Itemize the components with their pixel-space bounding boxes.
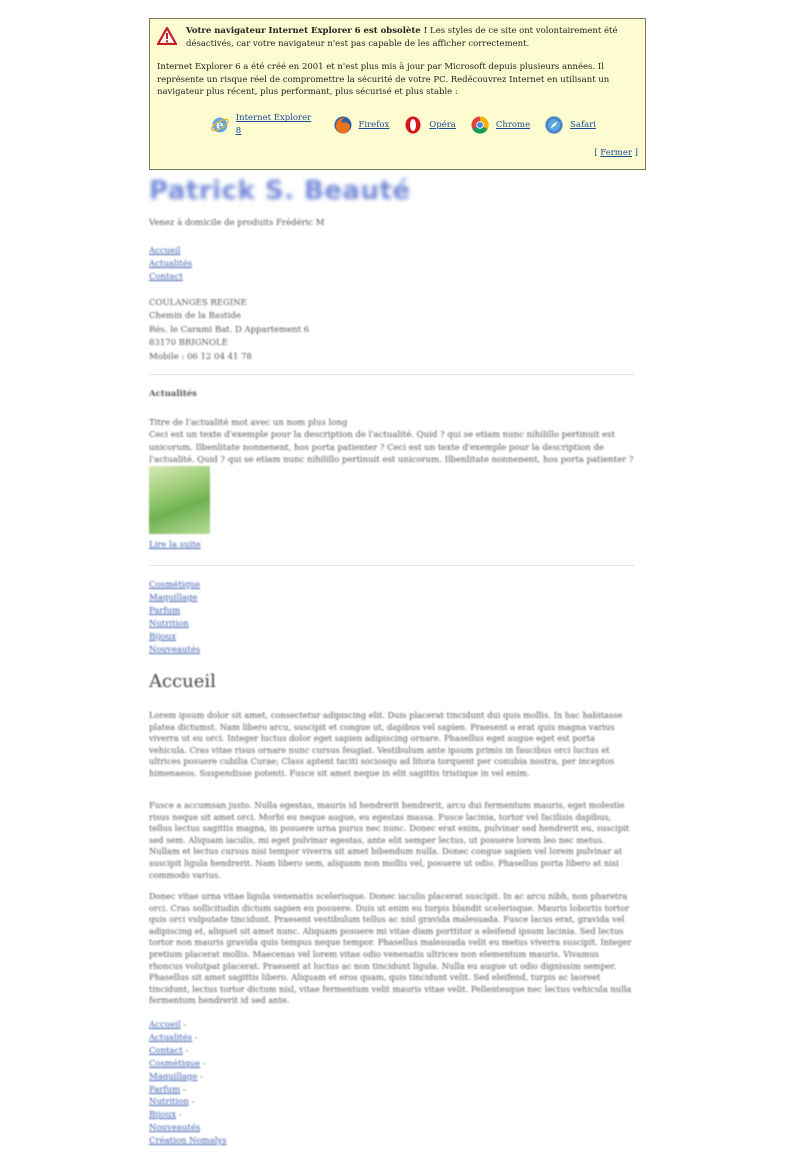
close-notice-link[interactable]: Fermer <box>600 148 632 158</box>
chrome-icon <box>470 115 490 135</box>
read-more-link[interactable]: Lire la suite <box>149 540 201 550</box>
footer-item <box>149 1045 227 1058</box>
footer-item <box>149 1122 227 1135</box>
footer-separator: - <box>176 1110 182 1121</box>
warning-icon <box>157 27 177 45</box>
body-paragraph: Lorem ipsum dolor sit amet, consectetur adipiscing elit. Duis placerat tincidunt dui quis mollis. In hac habitasse platea dictumst. Nam libero arcu, suscipit et congue ut, dapibus vel sapien. Praesent a erat quis magna varius viverra ut eu orci. Integer luctus dolor eget sapien adipiscing ornare. Phasellus eget augue eget est porta vehicula. Cras vitae risus ornare nunc cursus feugiat. Vestibulum ante ipsum primis in faucibus orci luctus et ultrices posuere cubilia Curae; Class aptent taciti sociosqu ad litora torquent per conubia nostra, per inceptos himenaeos. Suspendisse potenti. Fusce sit amet neque in elit sagittis tristique in vel enim. <box>149 710 623 778</box>
footer-link-nouveautes[interactable]: Nouveautés <box>149 1123 201 1134</box>
footer-separator: - <box>192 1032 198 1043</box>
footer-link-credits[interactable]: Création Nomalys <box>149 1136 227 1147</box>
firefox-icon <box>333 115 353 135</box>
footer-separator: - <box>197 1071 203 1082</box>
footer-item <box>149 1109 227 1122</box>
nav-link-actualites[interactable]: Actualités <box>149 259 193 269</box>
category-navigation <box>149 579 200 657</box>
chrome-link[interactable]: Chrome <box>495 119 531 130</box>
footer-separator: - <box>180 1020 187 1030</box>
opera-link[interactable]: Opéra <box>429 119 456 130</box>
footer-link-maquillage[interactable]: Maquillage <box>149 1071 198 1082</box>
site-subtitle: Venez à domicile de produits Frédéric M <box>149 218 325 228</box>
footer-item <box>149 1071 227 1084</box>
news-item-title: Titre de l'actualité mot avec un nom plus long <box>149 418 348 428</box>
category-maquillage[interactable]: Maquillage <box>149 593 198 603</box>
address-line-1: Chemin de la Bastide <box>149 311 241 322</box>
opera-icon <box>403 115 423 135</box>
footer-link-actualites[interactable]: Actualités <box>149 1032 193 1043</box>
footer-item <box>149 1135 227 1148</box>
ie-warning-title-rest: Les styles de ce site ont volontairement été désactivés, car votre navigateur n'est pas capable de les afficher correctement. <box>186 26 618 49</box>
firefox-link[interactable]: Firefox <box>358 119 390 130</box>
browser-firefox[interactable] <box>333 115 390 135</box>
ie6-warning-box <box>149 18 646 170</box>
footer-separator: - <box>200 1058 206 1069</box>
footer-separator: - <box>182 1045 189 1056</box>
ie8-link[interactable]: Internet Explorer 8 <box>235 113 312 136</box>
ie-warning-paragraph: Internet Explorer 6 a été créé en 2001 et n'est plus mis à jour par Microsoft depuis plusieurs années. Il représente un risque réel de compromettre la sécurité de votre PC. Redécouvrez Internet en utilisant un navigateur plus récent, plus performant, plus sécurisé et plus stable : <box>157 62 610 98</box>
category-cosmetique[interactable]: Cosmétique <box>149 580 201 590</box>
body-paragraph: Donec vitae urna vitae ligula venenatis scelerisque. Donec iaculis placerat suscipit. In ac arcu nibh, non pharetra orci. Cras sollicitudin dictum sapien eu posuere. Duis ut enim eu turpis blandit scelerisque. Mauris lobortis tortor quis orci vulputate tincidunt. Praesent vestibulum tellus ac nisl gravida malesuada. Fusce lacus erat, gravida vel adipiscing et, aliquet sit amet nunc. Aliquam posuere mi vitae diam porttitor a eleifend ipsum lacinia. Sed lectus tortor non mauris gravida quis tempus neque tempor. Phasellus malesuada velit eu metus viverra suscipit. Integer pretium placerat mollis. Maecenas vel lorem vitae odio venenatis ultrices non elementum mauris. Vivamus rhoncus volutpat placerat. Praesent at luctus ac non tincidunt ligula. Nulla eu augue ut odio dignissim semper. Phasellus sit amet sagittis libero. Aliquam et eros quam, quis tincidunt velit. Sed eleifend, turpis ac laoreet tincidunt, lectus tortor dictum nisl, vitae fermentum velit mauris vitae velit. Pellentesque nec lectus vehicula nulla fermentum hendrerit id sed ante. <box>149 891 632 1006</box>
divider <box>149 565 634 566</box>
safari-icon <box>544 115 564 135</box>
footer-item <box>149 1058 227 1071</box>
browser-links <box>210 115 610 135</box>
close-bracket-open: [ <box>594 148 601 158</box>
address-phone: Mobile : 06 12 04 41 78 <box>149 351 252 362</box>
close-notice <box>594 147 638 160</box>
internet-explorer-icon <box>210 115 230 135</box>
footer-link-parfum[interactable]: Parfum <box>149 1084 181 1095</box>
footer-link-cosmetique[interactable]: Cosmétique <box>149 1058 201 1069</box>
news-item-text: Ceci est un texte d'exemple pour la description de l'actualité. Quid ? qui se etiam nunc nihilillo pertinuit est unicorum. Ilbenlitate nonnenent, hos porta patienter ? Ceci est un texte d'exemple pour la description de l'actualité. Quid ? qui se etiam nunc nihilillo pertinuit est unicorum. Ilbenlitate nonnenent, hos porta patienter ? <box>149 430 634 466</box>
address-city: 83170 BRIGNOLE <box>149 338 228 349</box>
footer-separator: - <box>180 1084 186 1095</box>
contact-address <box>149 297 309 364</box>
nav-link-contact[interactable]: Contact <box>149 272 183 282</box>
footer-separator: - <box>188 1097 195 1108</box>
address-name: COULANGES REGINE <box>149 298 247 308</box>
browser-safari[interactable] <box>544 115 596 135</box>
address-line-2: Rés. le Carami Bat. D Appartement 6 <box>149 324 310 335</box>
footer-item <box>149 1096 227 1109</box>
safari-link[interactable]: Safari <box>570 119 596 130</box>
browser-ie8[interactable] <box>210 112 319 137</box>
footer-item <box>149 1032 227 1045</box>
nav-link-accueil[interactable]: Accueil <box>149 246 181 256</box>
main-navigation <box>149 245 192 284</box>
category-parfum[interactable]: Parfum <box>149 606 181 616</box>
footer-link-bijoux[interactable]: Bijoux <box>149 1110 176 1121</box>
footer-link-contact[interactable]: Contact <box>149 1045 183 1056</box>
footer-link-nutrition[interactable]: Nutrition <box>149 1097 189 1108</box>
browser-opera[interactable] <box>403 115 456 135</box>
divider <box>149 374 634 375</box>
footer-item <box>149 1019 227 1032</box>
news-heading: Actualités <box>149 389 197 399</box>
body-paragraph: Fusce a accumsan justo. Nulla egestas, mauris id hendrerit hendrerit, arcu dui fermentum mauris, eget molestie risus neque sit amet orci. Morbi eu neque augue, eu egestas massa. Fusce lacinia, tortor vel facilisis dapibus, tellus lectus sagittis magna, in posuere urna purus nec nunc. Donec erat enim, pulvinar sed hendrerit eu, suscipit sed sem. Aliquam iaculis, mi eget pulvinar egestas, ante elit semper lectus, ut posuere lorem leo nec metus. Nullam et lectus cursus nisi tempor viverra sit amet bibendum nulla. Donec congue sapien vel lorem pulvinar at suscipit ligula hendrerit. Nam libero sem, aliquam non mollis vel, posuere ut odio. Phasellus porta libero at nisi commodo varius. <box>149 800 630 880</box>
ie-warning-intro <box>186 25 635 50</box>
footer-link-accueil[interactable]: Accueil <box>149 1020 181 1030</box>
svg-text:e: e <box>216 117 224 132</box>
footer-item <box>149 1084 227 1097</box>
page-title: Accueil <box>149 671 216 692</box>
category-bijoux[interactable]: Bijoux <box>149 632 176 642</box>
ie-warning-title: Votre navigateur Internet Explorer 6 est obsolète ! <box>186 26 428 36</box>
news-item <box>149 417 634 467</box>
category-nutrition[interactable]: Nutrition <box>149 619 189 629</box>
close-bracket-end: ] <box>631 148 638 158</box>
footer-navigation <box>149 1019 227 1148</box>
browser-chrome[interactable] <box>470 115 530 135</box>
category-nouveautes[interactable]: Nouveautés <box>149 645 201 655</box>
news-thumbnail-image[interactable] <box>149 466 210 534</box>
site-title[interactable]: Patrick S. Beauté <box>149 176 411 206</box>
